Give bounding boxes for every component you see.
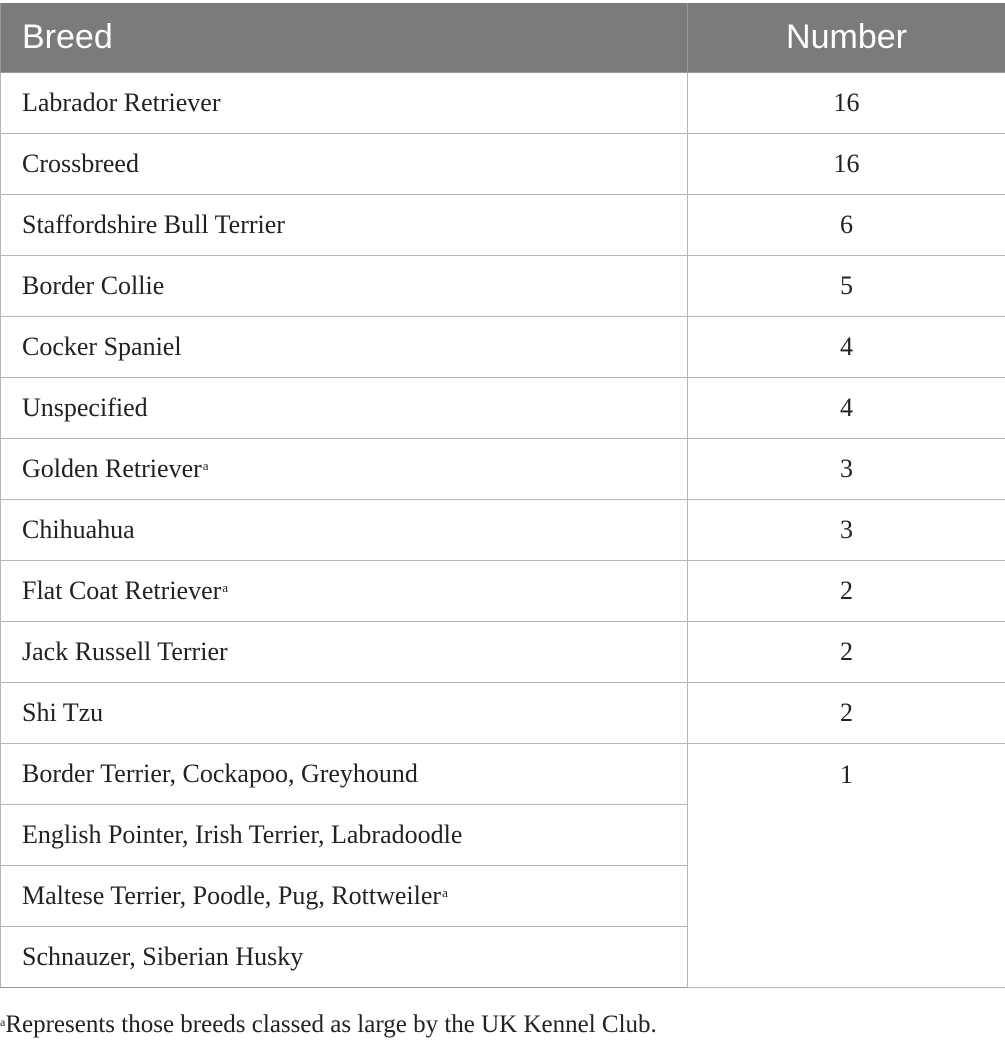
breed-name: Staffordshire Bull Terrier [22,210,285,239]
footnote-mark: a [0,1015,6,1029]
table-row [1,561,1005,622]
breed-cell [1,744,688,805]
table-row [1,317,1005,378]
number-cell: 4 [688,317,1005,378]
number-cell: 2 [688,561,1005,622]
breed-name: Chihuahua [22,515,135,544]
table-body [1,73,1005,988]
breed-name: English Pointer, Irish Terrier, Labradoodle [22,820,463,849]
breed-name: Border Collie [22,271,165,300]
breed-cell [1,683,688,744]
table-row [1,500,1005,561]
table-row [1,73,1005,134]
breed-name: Shi Tzu [22,698,104,727]
number-cell: 16 [688,134,1005,195]
breed-name: Labrador Retriever [22,88,221,117]
breed-cell [1,805,688,866]
breed-cell [1,561,688,622]
breed-name: Maltese Terrier, Poodle, Pug, Rottweiler [22,881,442,910]
breed-cell [1,439,688,500]
breed-cell [1,378,688,439]
breed-cell [1,500,688,561]
large-breed-footnote-mark: a [202,458,209,473]
table-row-grouped [1,744,1005,805]
footnote-text: Represents those breeds classed as large by the UK Kennel Club. [5,1011,657,1038]
number-cell: 4 [688,378,1005,439]
table-header [1,3,1005,73]
breed-cell [1,134,688,195]
large-breed-footnote-mark: a [222,580,229,595]
breed-cell [1,622,688,683]
table-footnote [0,1011,657,1039]
number-cell: 3 [688,439,1005,500]
breed-name: Flat Coat Retriever [22,576,222,605]
number-cell: 6 [688,195,1005,256]
breed-cell [1,195,688,256]
breed-name: Jack Russell Terrier [22,637,228,666]
number-column-header: Number [688,3,1005,73]
table-row [1,439,1005,500]
breed-name: Schnauzer, Siberian Husky [22,942,304,971]
table-row [1,195,1005,256]
breed-name: Golden Retriever [22,454,202,483]
breed-name: Unspecified [22,393,148,422]
number-cell: 16 [688,73,1005,134]
number-cell: 5 [688,256,1005,317]
header-row [1,3,1005,73]
table-row [1,683,1005,744]
breed-column-header: Breed [1,3,688,73]
number-cell: 3 [688,500,1005,561]
merged-number-cell: 1 [688,744,1005,988]
breed-cell [1,866,688,927]
breed-cell [1,927,688,988]
large-breed-footnote-mark: a [442,885,448,900]
breed-cell [1,256,688,317]
table-row [1,256,1005,317]
table-row [1,134,1005,195]
number-cell: 2 [688,683,1005,744]
table-row [1,622,1005,683]
breed-count-table [0,3,1005,988]
breed-name: Cocker Spaniel [22,332,182,361]
table-row [1,378,1005,439]
breed-name: Border Terrier, Cockapoo, Greyhound [22,759,418,788]
number-cell: 2 [688,622,1005,683]
breed-cell [1,73,688,134]
breed-cell [1,317,688,378]
breed-name: Crossbreed [22,149,139,178]
